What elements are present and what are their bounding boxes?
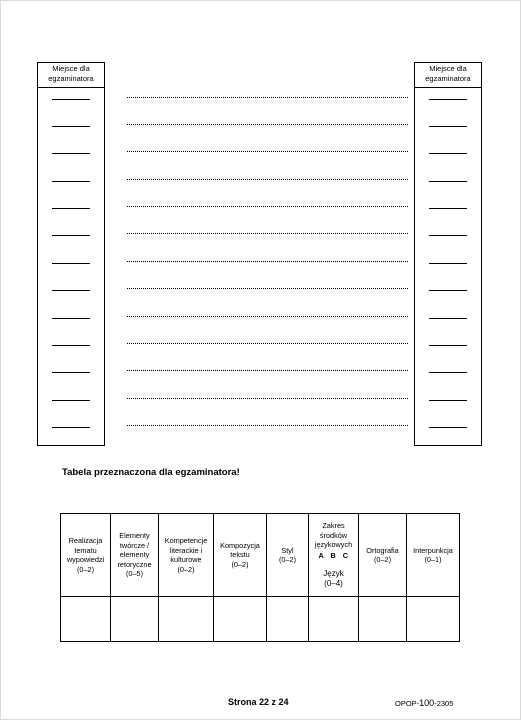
score-line[interactable] <box>429 263 467 264</box>
document-code-suffix: -2305 <box>434 699 454 708</box>
score-line[interactable] <box>52 345 90 346</box>
score-line[interactable] <box>429 126 467 127</box>
examiner-margin-left <box>37 62 105 446</box>
column-label: Kompozycja tekstu <box>220 540 260 560</box>
score-line[interactable] <box>429 181 467 182</box>
column-header-literary <box>159 514 214 597</box>
score-line[interactable] <box>52 318 90 319</box>
score-line[interactable] <box>52 99 90 100</box>
page-number: Strona 22 z 24 <box>228 697 289 707</box>
column-label: Kompetencje literackie i kulturowe <box>164 536 208 564</box>
score-cell[interactable] <box>309 597 359 642</box>
score-cell[interactable] <box>267 597 309 642</box>
column-range: (0–2) <box>278 555 297 564</box>
answer-line[interactable] <box>127 97 408 98</box>
column-sub-label: Język <box>323 569 344 578</box>
score-line[interactable] <box>429 427 467 428</box>
examiner-margin-right-header: Miejsce dla egzaminatora <box>415 63 481 88</box>
score-cell[interactable] <box>159 597 214 642</box>
score-line[interactable] <box>429 99 467 100</box>
score-cell[interactable] <box>61 597 111 642</box>
column-header-punctuation <box>407 514 460 597</box>
score-cell[interactable] <box>111 597 159 642</box>
score-line[interactable] <box>429 153 467 154</box>
document-code-main: 100 <box>419 698 435 708</box>
column-range: (0–2) <box>76 564 95 574</box>
score-line[interactable] <box>52 235 90 236</box>
column-label: Interpunkcja <box>413 545 453 555</box>
column-header-spelling <box>359 514 407 597</box>
answer-line[interactable] <box>127 206 408 207</box>
score-line[interactable] <box>52 372 90 373</box>
column-range: (0–2) <box>373 555 392 564</box>
column-header-creative <box>111 514 159 597</box>
score-line[interactable] <box>52 153 90 154</box>
table-title: Tabela przeznaczona dla egzaminatora! <box>62 467 240 478</box>
answer-line[interactable] <box>127 343 408 344</box>
document-code <box>395 698 453 708</box>
column-range: (0–5) <box>125 569 144 579</box>
score-line[interactable] <box>52 208 90 209</box>
score-line[interactable] <box>429 372 467 373</box>
document-code-prefix: OPOP- <box>395 699 420 708</box>
examiner-margin-right <box>414 62 482 446</box>
answer-line[interactable] <box>127 179 408 180</box>
column-range: (0–1) <box>424 555 442 564</box>
answer-line[interactable] <box>127 316 408 317</box>
score-line[interactable] <box>429 318 467 319</box>
score-line[interactable] <box>429 400 467 401</box>
column-range: (0–2) <box>177 564 195 574</box>
score-line[interactable] <box>52 427 90 428</box>
answer-line[interactable] <box>127 151 408 152</box>
score-line[interactable] <box>52 400 90 401</box>
score-line[interactable] <box>52 181 90 182</box>
language-levels: A B C <box>318 550 349 560</box>
score-cell[interactable] <box>407 597 460 642</box>
score-line[interactable] <box>52 126 90 127</box>
score-line[interactable] <box>429 345 467 346</box>
column-header-composition <box>214 514 267 597</box>
score-line[interactable] <box>429 208 467 209</box>
column-header-language <box>309 514 359 597</box>
answer-line[interactable] <box>127 233 408 234</box>
score-line[interactable] <box>429 290 467 291</box>
column-label: Styl <box>281 545 294 555</box>
column-label: Zakres środków językowych <box>314 521 353 549</box>
answer-line[interactable] <box>127 370 408 371</box>
column-range: (0–2) <box>231 559 249 569</box>
answer-line[interactable] <box>127 124 408 125</box>
score-line[interactable] <box>52 290 90 291</box>
score-line[interactable] <box>429 235 467 236</box>
examiner-margin-left-header: Miejsce dla egzaminatora <box>38 63 104 88</box>
column-label: Realizacja tematu wypowiedzi <box>66 536 105 564</box>
score-cell[interactable] <box>359 597 407 642</box>
column-range: (0–4) <box>324 579 343 588</box>
column-header-style <box>267 514 309 597</box>
answer-line[interactable] <box>127 398 408 399</box>
answer-line[interactable] <box>127 288 408 289</box>
score-line[interactable] <box>52 263 90 264</box>
column-label: Elementy twórcze / elementy retoryczne <box>117 531 152 569</box>
column-label: Ortografia <box>366 545 399 555</box>
answer-line[interactable] <box>127 425 408 426</box>
examiner-score-table <box>60 513 460 642</box>
answer-line[interactable] <box>127 261 408 262</box>
score-cell[interactable] <box>214 597 267 642</box>
column-header-topic <box>61 514 111 597</box>
